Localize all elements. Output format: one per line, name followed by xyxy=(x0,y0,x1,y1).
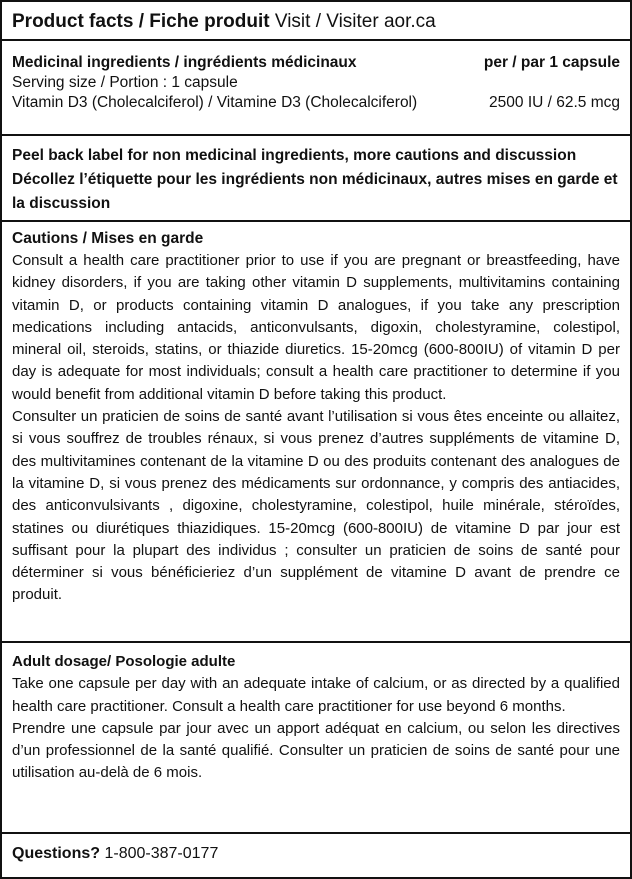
questions-label: Questions? xyxy=(12,845,101,862)
phone-number: 1-800-387-0177 xyxy=(104,845,219,862)
medicinal-heading-row xyxy=(12,53,620,73)
cautions-french: Consulter un praticien de soins de santé avant l’utilisation si vous êtes enceinte ou allaitez, si vous souffrez de troubles rénaux, si vous prenez d’autres suppléments de vitamine D, des multivitamines contenant de la vitamine D ou des produits contenant des analogues de la vitamine D, si vous prenez des médicaments sur ordonnance, y compris des antiacides, des anticonvulsivants , digoxine, cholestyramine, colestipol, huile minérale, stéroïdes, statines ou diurétiques thiazidiques. 15-20mcg (600-800IU) de vitamine D par jour est suffisant pour la plupart des individus ; consulter un praticien de soins de santé pour déterminer si vous bénéficieriez d’un supplément de vitamine D avant de prendre ce produit. xyxy=(12,408,620,604)
questions-section xyxy=(2,834,630,877)
ingredient-amount: 2500 IU / 62.5 mcg xyxy=(489,94,620,111)
peel-back-french: Décollez l’étiquette pour les ingrédients non médicinaux, autres mises en garde et la discussion xyxy=(12,171,618,212)
cautions-english: Consult a health care practitioner prior to use if you are pregnant or breastfeeding, have kidney disorders, if you are taking other vitamin D supplements, multivitamins containing vitamin D, or products containing vitamin D analogues, if you take any prescription medications including antacids, anticonvulsants, digoxin, cholestyramine, colestipol, mineral oil, steroids, statins, or thiazide diuretics. 15-20mcg (600-800IU) of vitamin D per day is adequate for most individuals; consult a health care practitioner to determine if you would benefit from additional vitamin D before taking this product. xyxy=(12,252,620,403)
serving-size: Serving size / Portion : 1 capsule xyxy=(12,74,238,91)
product-facts-title: Product facts / Fiche produit xyxy=(12,11,270,32)
visit-website-text: Visit / Visiter aor.ca xyxy=(274,11,436,32)
cautions-heading: Cautions / Mises en garde xyxy=(12,230,204,247)
peel-back-english: Peel back label for non medicinal ingredients, more cautions and discussion xyxy=(12,147,577,164)
ingredient-row xyxy=(12,93,620,113)
header-section xyxy=(2,2,630,41)
dosage-english: Take one capsule per day with an adequate intake of calcium, or as directed by a qualified health care practitioner. Consult a health care practitioner for use beyond 6 months. xyxy=(12,675,620,715)
cautions-section xyxy=(2,222,630,643)
dosage-french: Prendre une capsule par jour avec un apport adéquat en calcium, ou selon les directives d’un professionnel de la santé qualifié. Consulter un praticien de soins de santé pour une utilisation au-delà de 6 mois. xyxy=(12,719,620,782)
dosage-heading: Adult dosage/ Posologie adulte xyxy=(12,653,236,670)
medicinal-heading: Medicinal ingredients / ingrédients médicinaux xyxy=(12,54,357,71)
dosage-section xyxy=(2,643,630,834)
per-capsule-heading: per / par 1 capsule xyxy=(483,54,620,71)
ingredient-name: Vitamin D3 (Cholecalciferol) / Vitamine D3 (Cholecalciferol) xyxy=(12,94,418,111)
medicinal-ingredients-section xyxy=(2,41,630,136)
peel-back-section xyxy=(2,136,630,222)
